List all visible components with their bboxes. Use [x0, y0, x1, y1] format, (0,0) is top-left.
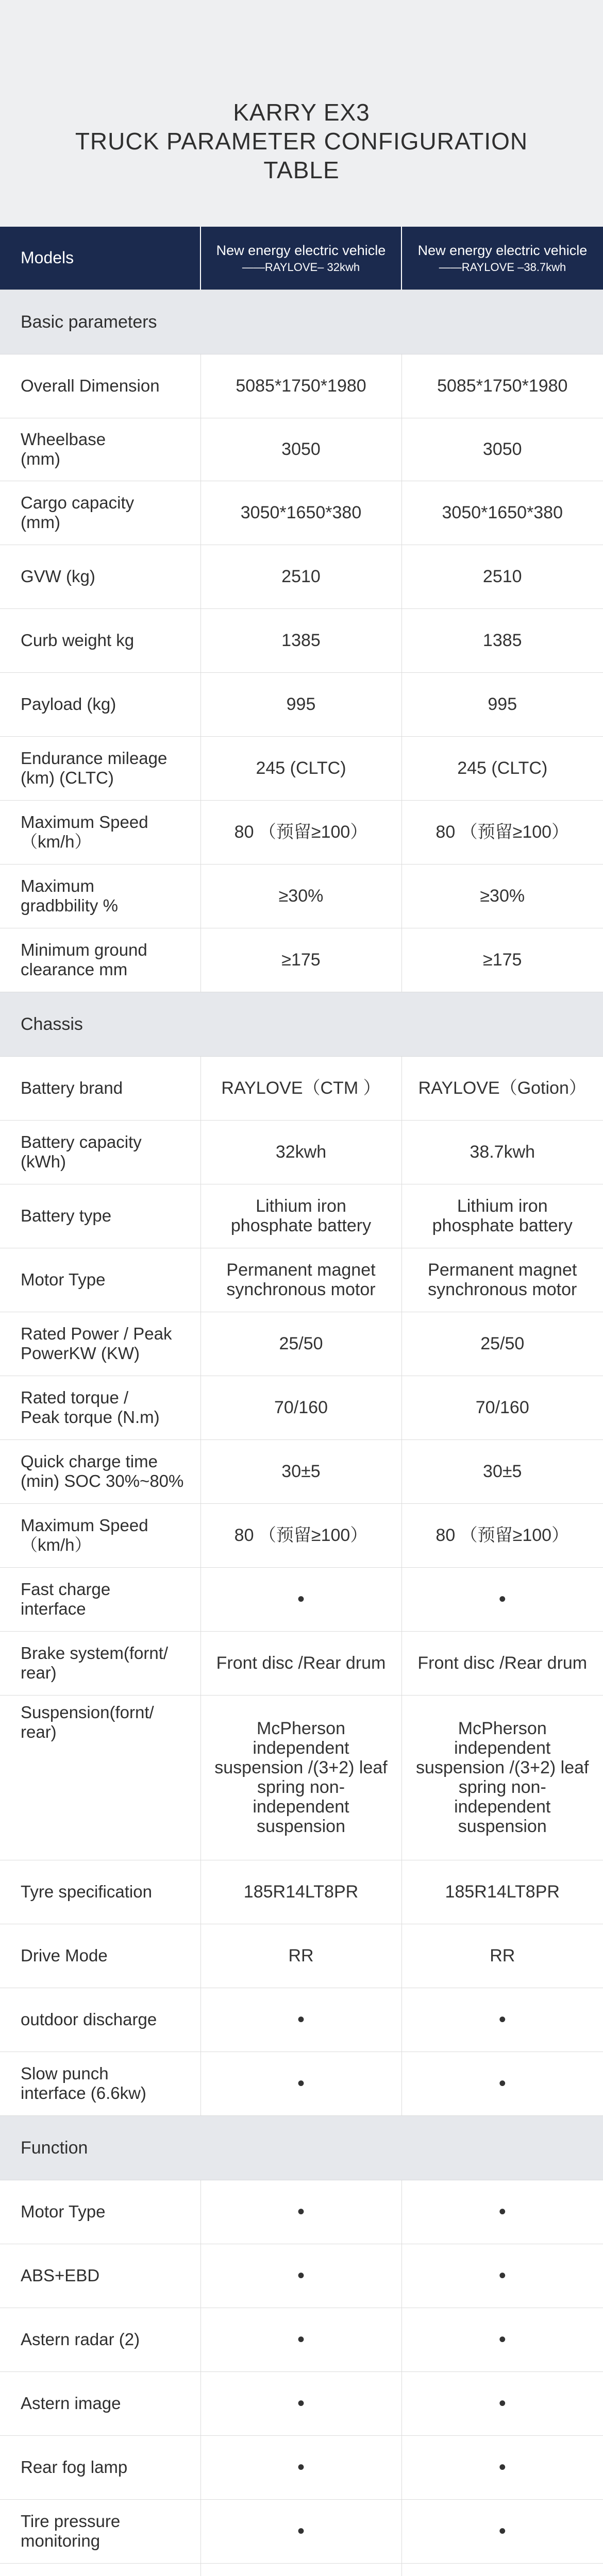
value-32kwh: Permanent magnet synchronous motor [200, 1248, 401, 1312]
value-38kwh: Lithium iron phosphate battery [401, 1184, 603, 1248]
value-38kwh: RR [401, 1924, 603, 1988]
value-38kwh: • [401, 2052, 603, 2115]
row-label: Rated Power / Peak PowerKW (KW) [0, 1312, 200, 1376]
row-label: Tyre specification [0, 1860, 200, 1924]
section-title: Function [0, 2115, 603, 2180]
model-32kwh-header [200, 227, 401, 290]
value-32kwh: 1385 [200, 608, 401, 672]
value-38kwh: • [401, 2499, 603, 2563]
row-label: Curb weight kg [0, 608, 200, 672]
row-label: Battery capacity (kWh) [0, 1120, 200, 1184]
value-32kwh: • [200, 1567, 401, 1631]
table-row [0, 481, 603, 545]
value-38kwh: Permanent magnet synchronous motor [401, 1248, 603, 1312]
row-label: Fast charge interface [0, 1567, 200, 1631]
value-32kwh: Lithium iron phosphate battery [200, 1184, 401, 1248]
value-38kwh: • [401, 2371, 603, 2435]
table-row [0, 1120, 603, 1184]
model-32kwh-title: New energy electric vehicle [216, 242, 386, 258]
value-32kwh: ≥30% [200, 864, 401, 928]
value-32kwh: 995 [200, 672, 401, 736]
value-32kwh: • [200, 2180, 401, 2244]
value-32kwh: ≥175 [200, 928, 401, 992]
value-32kwh: 80 （预留≥100） [200, 1503, 401, 1567]
value-38kwh: ≥30% [401, 864, 603, 928]
model-38kwh-subtitle: ——RAYLOVE –38.7kwh [439, 260, 566, 274]
value-38kwh: 1385 [401, 608, 603, 672]
row-label: outdoor discharge [0, 1988, 200, 2052]
page-title-line3: TABLE [263, 157, 340, 183]
row-label: Rear fog lamp [0, 2435, 200, 2499]
value-38kwh [401, 2563, 603, 2576]
value-32kwh: 5085*1750*1980 [200, 354, 401, 418]
value-38kwh: • [401, 2180, 603, 2244]
table-row [0, 1860, 603, 1924]
row-label: ABS+EBD [0, 2244, 200, 2308]
row-label: Payload (kg) [0, 672, 200, 736]
section-title: Basic parameters [0, 290, 603, 354]
value-32kwh: 3050*1650*380 [200, 481, 401, 545]
table-row [0, 2308, 603, 2371]
value-32kwh: McPherson independent suspension /(3+2) leaf spring non- independent suspension [200, 1695, 401, 1860]
page-title [0, 0, 603, 227]
row-label: Maximum Speed （km/h） [0, 1503, 200, 1567]
row-label: GVW (kg) [0, 545, 200, 608]
value-38kwh: 80 （预留≥100） [401, 800, 603, 864]
value-32kwh: 185R14LT8PR [200, 1860, 401, 1924]
table-row [0, 1184, 603, 1248]
value-32kwh: RAYLOVE（CTM ） [200, 1056, 401, 1120]
value-38kwh: RAYLOVE（Gotion） [401, 1056, 603, 1120]
model-38kwh-title: New energy electric vehicle [417, 242, 588, 258]
value-32kwh: 2510 [200, 545, 401, 608]
row-label: Cargo capacity (mm) [0, 481, 200, 545]
table-row [0, 1695, 603, 1860]
section-header-row [0, 290, 603, 354]
value-32kwh: • [200, 2308, 401, 2371]
row-label: Tire pressure monitoring [0, 2499, 200, 2563]
model-38kwh-header [401, 227, 603, 290]
row-label: Minimum ground clearance mm [0, 928, 200, 992]
value-38kwh: McPherson independent suspension /(3+2) leaf spring non- independent suspension [401, 1695, 603, 1860]
table-row [0, 608, 603, 672]
value-38kwh: 3050 [401, 418, 603, 481]
table-row [0, 545, 603, 608]
row-label: Astern image [0, 2371, 200, 2435]
value-32kwh: 3050 [200, 418, 401, 481]
table-row [0, 1503, 603, 1567]
value-38kwh: 995 [401, 672, 603, 736]
row-label: Overall Dimension [0, 354, 200, 418]
table-row [0, 1567, 603, 1631]
value-32kwh: • [200, 2499, 401, 2563]
table-row [0, 2244, 603, 2308]
row-label: Maximum gradbbility % [0, 864, 200, 928]
row-label: Suspension(fornt/ rear) [0, 1695, 200, 1860]
row-label [0, 2563, 200, 2576]
value-38kwh: 185R14LT8PR [401, 1860, 603, 1924]
page-title-line1: KARRY EX3 [233, 99, 370, 126]
value-32kwh: 30±5 [200, 1439, 401, 1503]
value-38kwh: 3050*1650*380 [401, 481, 603, 545]
row-label: Quick charge time (min) SOC 30%~80% [0, 1439, 200, 1503]
table-row [0, 1376, 603, 1439]
value-38kwh: • [401, 2435, 603, 2499]
value-32kwh: • [200, 2052, 401, 2115]
row-label: Motor Type [0, 2180, 200, 2244]
value-38kwh: • [401, 1988, 603, 2052]
page-title-line2: TRUCK PARAMETER CONFIGURATION [75, 128, 528, 155]
value-38kwh: 245 (CLTC) [401, 736, 603, 800]
table-row [0, 418, 603, 481]
table-body [0, 290, 603, 2576]
value-32kwh: 80 （预留≥100） [200, 800, 401, 864]
table-row [0, 1924, 603, 1988]
row-label: Drive Mode [0, 1924, 200, 1988]
value-38kwh: • [401, 2308, 603, 2371]
table-row [0, 800, 603, 864]
value-38kwh: 30±5 [401, 1439, 603, 1503]
value-32kwh: Front disc /Rear drum [200, 1631, 401, 1695]
table-row [0, 1056, 603, 1120]
value-38kwh: 2510 [401, 545, 603, 608]
value-32kwh [200, 2563, 401, 2576]
row-label: Endurance mileage (km) (CLTC) [0, 736, 200, 800]
table-row [0, 2563, 603, 2576]
row-label: Brake system(fornt/ rear) [0, 1631, 200, 1695]
value-32kwh: • [200, 1988, 401, 2052]
value-32kwh: • [200, 2435, 401, 2499]
value-32kwh: RR [200, 1924, 401, 1988]
table-row [0, 354, 603, 418]
value-38kwh: • [401, 2244, 603, 2308]
table-row [0, 1988, 603, 2052]
value-38kwh: 5085*1750*1980 [401, 354, 603, 418]
table-row [0, 1631, 603, 1695]
table-row [0, 1439, 603, 1503]
section-header-row [0, 2115, 603, 2180]
model-32kwh-subtitle: ——RAYLOVE– 32kwh [242, 260, 360, 274]
value-32kwh: • [200, 2371, 401, 2435]
row-label: Wheelbase (mm) [0, 418, 200, 481]
models-header: Models [0, 227, 200, 290]
row-label: Battery brand [0, 1056, 200, 1120]
value-38kwh: 25/50 [401, 1312, 603, 1376]
table-row [0, 736, 603, 800]
row-label: Maximum Speed （km/h） [0, 800, 200, 864]
row-label: Battery type [0, 1184, 200, 1248]
row-label: Slow punch interface (6.6kw) [0, 2052, 200, 2115]
value-32kwh: • [200, 2244, 401, 2308]
value-38kwh: ≥175 [401, 928, 603, 992]
table-row [0, 2499, 603, 2563]
table-row [0, 2435, 603, 2499]
configuration-table [0, 227, 603, 2576]
section-header-row [0, 992, 603, 1056]
table-header-row [0, 227, 603, 290]
table-row [0, 2371, 603, 2435]
table-row [0, 672, 603, 736]
value-38kwh: 70/160 [401, 1376, 603, 1439]
table-row [0, 1312, 603, 1376]
table-row [0, 1248, 603, 1312]
value-38kwh: Front disc /Rear drum [401, 1631, 603, 1695]
table-row [0, 2180, 603, 2244]
row-label: Rated torque / Peak torque (N.m) [0, 1376, 200, 1439]
value-38kwh: 80 （预留≥100） [401, 1503, 603, 1567]
table-row [0, 2052, 603, 2115]
value-38kwh: 38.7kwh [401, 1120, 603, 1184]
table-row [0, 864, 603, 928]
value-38kwh: • [401, 1567, 603, 1631]
section-title: Chassis [0, 992, 603, 1056]
value-32kwh: 245 (CLTC) [200, 736, 401, 800]
row-label: Astern radar (2) [0, 2308, 200, 2371]
value-32kwh: 32kwh [200, 1120, 401, 1184]
row-label: Motor Type [0, 1248, 200, 1312]
value-32kwh: 25/50 [200, 1312, 401, 1376]
table-row [0, 928, 603, 992]
value-32kwh: 70/160 [200, 1376, 401, 1439]
